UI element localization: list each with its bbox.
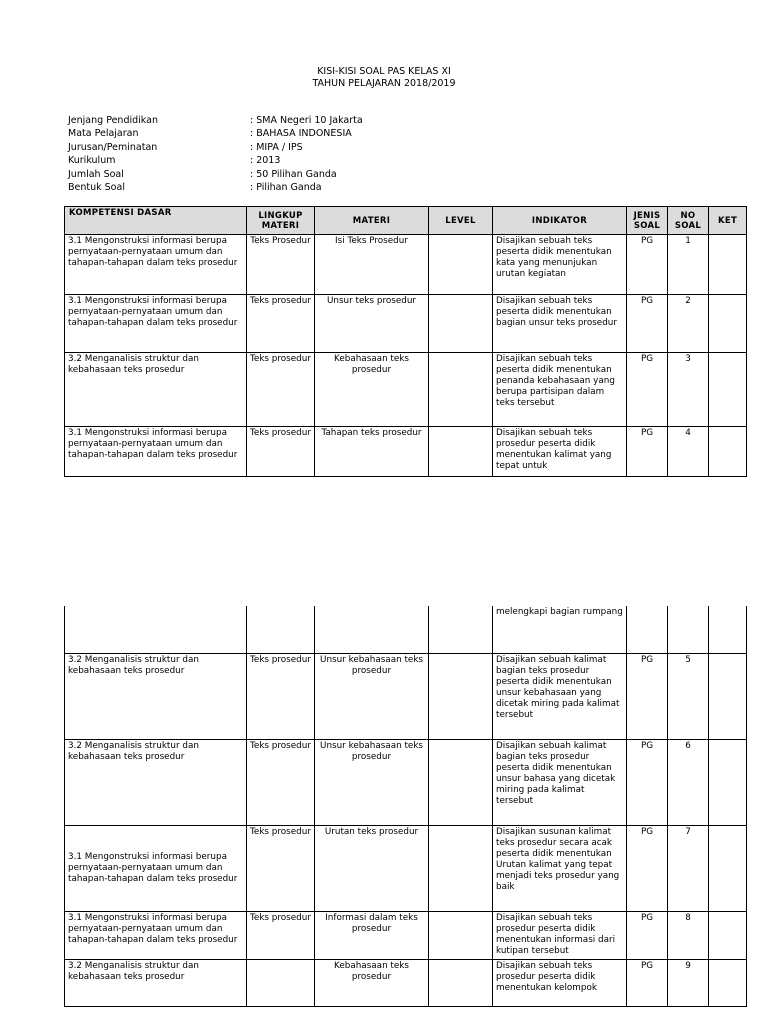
cell-kompetensi-dasar: 3.2 Menganalisis struktur dan kebahasaan teks prosedur	[65, 739, 247, 825]
cell-indikator: Disajikan sebuah teks prosedur peserta didik menentukan kelompok	[493, 959, 627, 1006]
header-jenis-soal: JENIS SOAL	[627, 207, 668, 235]
cell-no-soal: 1	[668, 235, 709, 295]
cell-level	[429, 959, 493, 1006]
info-row-mapel	[68, 127, 363, 140]
cell-materi: Unsur kebahasaan teks prosedur	[315, 739, 429, 825]
cell-ket	[709, 739, 747, 825]
cell-lingkup-materi	[247, 959, 315, 1006]
document-title-line2: TAHUN PELAJARAN 2018/2019	[312, 78, 456, 89]
cell-ket	[709, 959, 747, 1006]
cell-ket	[709, 825, 747, 911]
header-no-soal: NO SOAL	[668, 207, 709, 235]
cell-level	[429, 295, 493, 353]
cell-lingkup-materi: Teks prosedur	[247, 295, 315, 353]
cell-ket	[709, 235, 747, 295]
cell-jenis-soal: PG	[627, 911, 668, 959]
cell-level	[429, 739, 493, 825]
cell-lingkup-materi: Teks Prosedur	[247, 235, 315, 295]
cell-kompetensi-dasar: 3.2 Menganalisis struktur dan kebahasaan teks prosedur	[65, 653, 247, 739]
kisi-kisi-table-page2	[64, 606, 747, 1007]
cell-no-soal: 8	[668, 911, 709, 959]
info-label: Jurusan/Peminatan	[68, 141, 158, 153]
info-label: Kurikulum	[68, 155, 116, 167]
cell-ket	[709, 606, 747, 653]
cell-no-soal: 4	[668, 427, 709, 477]
table-row	[65, 235, 747, 295]
info-label: Mata Pelajaran	[68, 128, 139, 140]
cell-ket	[709, 911, 747, 959]
cell-jenis-soal: PG	[627, 739, 668, 825]
document-info-block	[68, 114, 363, 194]
cell-materi: Kebahasaan teks prosedur	[315, 353, 429, 427]
cell-no-soal: 9	[668, 959, 709, 1006]
table-row	[65, 825, 747, 911]
table-row	[65, 295, 747, 353]
cell-lingkup-materi: Teks prosedur	[247, 653, 315, 739]
cell-indikator: Disajikan sebuah teks prosedur peserta didik menentukan informasi dari kutipan tersebut	[493, 911, 627, 959]
cell-ket	[709, 295, 747, 353]
info-label: Bentuk Soal	[68, 182, 125, 194]
cell-kompetensi-dasar: 3.1 Mengonstruksi informasi berupa pernyataan-pernyataan umum dan tahapan-tahapan dalam teks prosedur	[65, 911, 247, 959]
cell-kompetensi-dasar: 3.1 Mengonstruksi informasi berupa pernyataan-pernyataan umum dan tahapan-tahapan dalam teks prosedur	[65, 427, 247, 477]
cell-materi: Unsur teks prosedur	[315, 295, 429, 353]
cell-no-soal: 3	[668, 353, 709, 427]
info-row-jumlah	[68, 168, 363, 181]
cell-jenis-soal: PG	[627, 235, 668, 295]
cell-no-soal: 5	[668, 653, 709, 739]
cell-materi: Tahapan teks prosedur	[315, 427, 429, 477]
cell-indikator: Disajikan sebuah teks peserta didik menentukan bagian unsur teks prosedur	[493, 295, 627, 353]
cell-level	[429, 911, 493, 959]
header-kompetensi-dasar: KOMPETENSI DASAR	[65, 207, 247, 235]
table-row	[65, 653, 747, 739]
info-row-kurikulum	[68, 154, 363, 167]
cell-kompetensi-dasar: 3.1 Mengonstruksi informasi berupa pernyataan-pernyataan umum dan tahapan-tahapan dalam teks prosedur	[65, 235, 247, 295]
header-level: LEVEL	[429, 207, 493, 235]
cell-materi: Kebahasaan teks prosedur	[315, 959, 429, 1006]
info-label: Jenjang Pendidikan	[68, 115, 158, 126]
cell-no-soal: 7	[668, 825, 709, 911]
cell-lingkup-materi: Teks prosedur	[247, 739, 315, 825]
cell-materi: Unsur kebahasaan teks prosedur	[315, 653, 429, 739]
cell-lingkup-materi: Teks prosedur	[247, 353, 315, 427]
info-value: : MIPA / IPS	[250, 141, 303, 153]
cell-indikator: Disajikan sebuah teks prosedur peserta didik menentukan kalimat yang tepat untuk	[493, 427, 627, 477]
cell-jenis-soal: PG	[627, 825, 668, 911]
table-row	[65, 427, 747, 477]
info-value: : 2013	[250, 155, 281, 167]
cell-jenis-soal: PG	[627, 653, 668, 739]
info-row-jenjang	[68, 114, 363, 127]
cell-lingkup-materi	[247, 606, 315, 653]
cell-kompetensi-dasar	[65, 606, 247, 653]
cell-kompetensi-dasar: 3.1 Mengonstruksi informasi berupa pernyataan-pernyataan umum dan tahapan-tahapan dalam teks prosedur	[65, 295, 247, 353]
header-lingkup-materi: LINGKUP MATERI	[247, 207, 315, 235]
cell-level	[429, 606, 493, 653]
cell-indikator: Disajikan sebuah kalimat bagian teks prosedur peserta didik menentukan unsur kebahasaan yang dicetak miring pada kalimat tersebut	[493, 653, 627, 739]
cell-level	[429, 235, 493, 295]
cell-indikator: melengkapi bagian rumpang	[493, 606, 627, 653]
cell-jenis-soal: PG	[627, 295, 668, 353]
cell-level	[429, 427, 493, 477]
cell-no-soal: 6	[668, 739, 709, 825]
cell-jenis-soal: PG	[627, 353, 668, 427]
cell-no-soal: 2	[668, 295, 709, 353]
cell-no-soal	[668, 606, 709, 653]
cell-ket	[709, 427, 747, 477]
table-row	[65, 959, 747, 1006]
cell-ket	[709, 653, 747, 739]
cell-lingkup-materi: Teks prosedur	[247, 911, 315, 959]
cell-indikator: Disajikan susunan kalimat teks prosedur secara acak peserta didik menentukan Urutan kalimat yang tepat menjadi teks prosedur yang baik	[493, 825, 627, 911]
cell-lingkup-materi: Teks prosedur	[247, 427, 315, 477]
cell-materi: Isi Teks Prosedur	[315, 235, 429, 295]
cell-materi: Urutan teks prosedur	[315, 825, 429, 911]
info-row-jurusan	[68, 141, 363, 154]
cell-indikator: Disajikan sebuah teks peserta didik menentukan penanda kebahasaan yang berupa partisipan dalam teks tersebut	[493, 353, 627, 427]
cell-indikator: Disajikan sebuah teks peserta didik menentukan kata yang menunjukan urutan kegiatan	[493, 235, 627, 295]
cell-jenis-soal	[627, 606, 668, 653]
table-row	[65, 911, 747, 959]
info-value: : BAHASA INDONESIA	[250, 128, 352, 140]
table-row-continued	[65, 606, 747, 653]
cell-level	[429, 825, 493, 911]
table-header-row	[65, 207, 747, 235]
info-value: : 50 Pilihan Ganda	[250, 168, 337, 180]
header-ket: KET	[709, 207, 747, 235]
table-row	[65, 739, 747, 825]
cell-materi: Informasi dalam teks prosedur	[315, 911, 429, 959]
header-materi: MATERI	[315, 207, 429, 235]
table-row	[65, 353, 747, 427]
cell-kompetensi-dasar: 3.2 Menganalisis struktur dan kebahasaan teks prosedur	[65, 353, 247, 427]
cell-jenis-soal: PG	[627, 427, 668, 477]
cell-lingkup-materi: Teks prosedur	[247, 825, 315, 911]
cell-level	[429, 353, 493, 427]
info-row-bentuk	[68, 181, 363, 194]
header-indikator: INDIKATOR	[493, 207, 627, 235]
document-title-line1: KISI-KISI SOAL PAS KELAS XI	[317, 66, 451, 77]
cell-kompetensi-dasar: 3.2 Menganalisis struktur dan kebahasaan teks prosedur	[65, 959, 247, 1006]
cell-kompetensi-dasar: 3.1 Mengonstruksi informasi berupa pernyataan-pernyataan umum dan tahapan-tahapan dalam teks prosedur	[65, 825, 247, 911]
cell-level	[429, 653, 493, 739]
cell-materi	[315, 606, 429, 653]
cell-jenis-soal: PG	[627, 959, 668, 1006]
info-label: Jumlah Soal	[68, 168, 124, 180]
cell-ket	[709, 353, 747, 427]
kisi-kisi-table-page1	[64, 206, 747, 477]
info-value: : Pilihan Ganda	[250, 182, 322, 194]
cell-indikator: Disajikan sebuah kalimat bagian teks prosedur peserta didik menentukan unsur bahasa yang dicetak miring pada kalimat tersebut	[493, 739, 627, 825]
info-value: : SMA Negeri 10 Jakarta	[250, 115, 363, 126]
